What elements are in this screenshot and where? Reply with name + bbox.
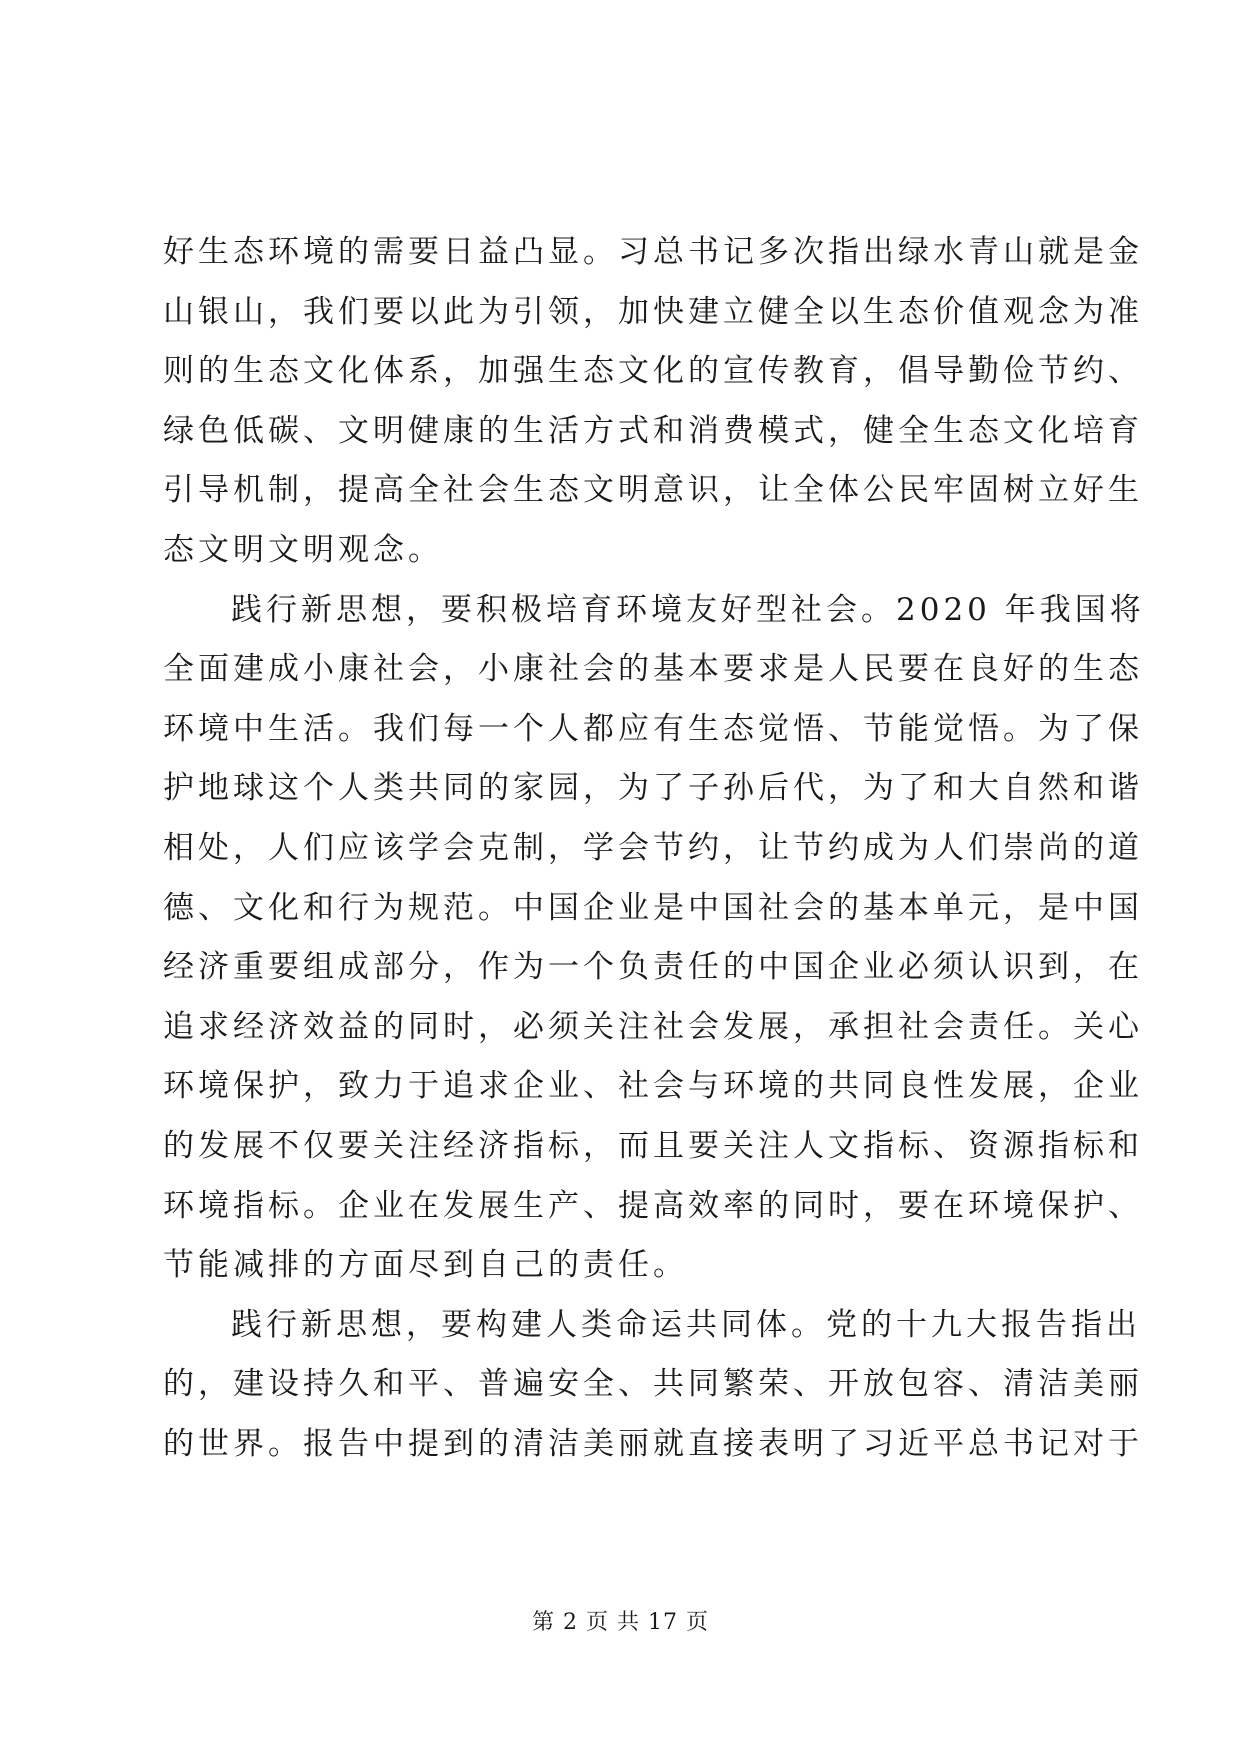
- text-line: 绿色低碳、文明健康的生活方式和消费模式，健全生态文化培育: [163, 412, 1143, 449]
- text-line: 环境保护，致力于追求企业、社会与环境的共同良性发展，企业: [163, 1068, 1143, 1105]
- text-line: 则的生态文化体系，加强生态文化的宣传教育，倡导勤俭节约、: [163, 353, 1143, 390]
- text-line: 引导机制，提高全社会生态文明意识，让全体公民牢固树立好生: [163, 472, 1143, 509]
- text-line: 的，建设持久和平、普遍安全、共同繁荣、开放包容、清洁美丽: [163, 1366, 1143, 1403]
- text-line: 节能减排的方面尽到自己的责任。: [163, 1247, 688, 1284]
- text-line: 环境中生活。我们每一个人都应有生态觉悟、节能觉悟。为了保: [163, 710, 1143, 747]
- text-line: 环境指标。企业在发展生产、提高效率的同时，要在环境保护、: [163, 1187, 1143, 1224]
- body-text: [163, 223, 1145, 1474]
- text-line: 相处，人们应该学会克制，学会节约，让节约成为人们崇尚的道: [163, 829, 1143, 866]
- text-line: 好生态环境的需要日益凸显。习总书记多次指出绿水青山就是金: [163, 234, 1143, 270]
- text-line: 践行新思想，要构建人类命运共同体。党的十九大报告指出: [231, 1306, 1141, 1343]
- text-line: 践行新思想，要积极培育环境友好型社会。2020 年我国将: [231, 591, 1145, 628]
- text-line: 全面建成小康社会，小康社会的基本要求是人民要在良好的生态: [163, 651, 1143, 688]
- text-line: 护地球这个人类共同的家园，为了子孙后代，为了和大自然和谐: [163, 770, 1143, 807]
- text-line: 山银山，我们要以此为引领，加快建立健全以生态价值观念为准: [163, 293, 1143, 330]
- text-line: 德、文化和行为规范。中国企业是中国社会的基本单元，是中国: [163, 889, 1143, 926]
- text-line: 经济重要组成部分，作为一个负责任的中国企业必须认识到，在: [163, 949, 1143, 986]
- page-footer: 第 2 页 共 17 页: [532, 1610, 709, 1635]
- text-line: 态文明文明观念。: [163, 531, 443, 568]
- text-line: 的发展不仅要关注经济指标，而且要关注人文指标、资源指标和: [163, 1127, 1143, 1164]
- text-line: 追求经济效益的同时，必须关注社会发展，承担社会责任。关心: [163, 1008, 1143, 1045]
- text-line: 的世界。报告中提到的清洁美丽就直接表明了习近平总书记对于: [163, 1425, 1143, 1462]
